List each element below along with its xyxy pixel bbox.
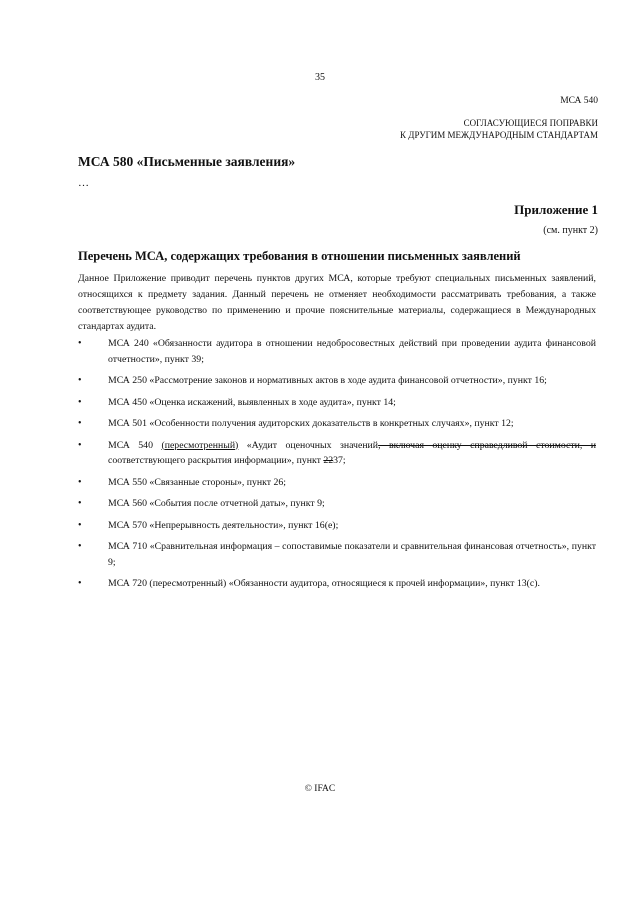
list-item xyxy=(78,576,596,592)
list-item xyxy=(78,336,596,367)
intro-paragraph: Данное Приложение приводит перечень пунктов других МСА, которые требуют специальных письменных заявлений, относящихся к предмету задания. Данный перечень не отменяет необходимости рассматривать требования, а также соответствующее руководство по применению и прочие пояснительные материалы, содержащиеся в Международных стандартах аудита. xyxy=(78,273,596,332)
appendix-ref: (см. пункт 2) xyxy=(543,225,598,236)
list-item xyxy=(78,373,596,389)
header-title-line2: К ДРУГИМ МЕЖДУНАРОДНЫМ СТАНДАРТАМ xyxy=(400,130,598,140)
list-item-text: МСА 570 «Непрерывность деятельности», пункт 16(e); xyxy=(108,519,339,531)
list-item xyxy=(78,475,596,491)
ellipsis: … xyxy=(78,177,89,189)
list-item xyxy=(78,539,596,570)
list-item xyxy=(78,496,596,512)
list-item xyxy=(78,518,596,534)
list-heading: Перечень МСА, содержащих требования в отношении письменных заявлений xyxy=(78,249,521,263)
text-part: МСА 540 xyxy=(108,439,162,451)
list-item-text: МСА 550 «Связанные стороны», пункт 26; xyxy=(108,476,287,488)
struck-number: 22 xyxy=(323,455,334,466)
struck-deletion: , включая оценку справедливой стоимости, и xyxy=(378,439,596,451)
list-item-text: МСА 450 «Оценка искажений, выявленных в ходе аудита», пункт 14; xyxy=(108,396,396,408)
list-item-text: МСА 560 «События после отчетной даты», пункт 9; xyxy=(108,498,325,509)
bullet: • xyxy=(78,519,82,531)
header-code: МСА 540 xyxy=(560,96,598,106)
standards-list xyxy=(78,336,596,598)
footer-copyright: © IFAC xyxy=(304,784,336,794)
list-item-text: МСА 240 «Обязанности аудитора в отношении недобросовестных действий при проведении аудита финансовой отчетности», пункт 39; xyxy=(108,338,596,365)
underlined-insertion: (пересмотренный) xyxy=(161,439,239,451)
text-part: 37; xyxy=(333,455,346,466)
list-item xyxy=(78,416,596,432)
list-item-text: МСА 720 (пересмотренный) «Обязанности аудитора, относящиеся к прочей информации», пункт 13(c). xyxy=(108,578,540,589)
text-part: «Аудит оценочных значений xyxy=(238,439,379,451)
list-item-text xyxy=(108,440,596,467)
bullet: • xyxy=(78,578,82,589)
appendix-title: Приложение 1 xyxy=(514,202,598,217)
bullet: • xyxy=(78,498,82,509)
page-number: 35 xyxy=(315,72,325,83)
header-title-line1: СОГЛАСУЮЩИЕСЯ ПОПРАВКИ xyxy=(463,118,598,128)
bullet: • xyxy=(78,439,82,451)
list-item xyxy=(78,395,596,411)
list-item xyxy=(78,438,596,469)
list-item-text: МСА 501 «Особенности получения аудиторских доказательств в конкретных случаях», пункт 12; xyxy=(108,418,514,429)
bullet: • xyxy=(78,418,82,429)
bullet: • xyxy=(78,396,82,408)
list-item-text: МСА 250 «Рассмотрение законов и нормативных актов в ходе аудита финансовой отчетности», пункт 16; xyxy=(108,375,547,386)
bullet: • xyxy=(78,338,82,349)
list-item-text: МСА 710 «Сравнительная информация – сопоставимые показатели и сравнительная финансовая отчетность», пункт 9; xyxy=(108,541,596,568)
bullet: • xyxy=(78,375,82,386)
bullet: • xyxy=(78,541,82,552)
bullet: • xyxy=(78,476,82,488)
section-title: МСА 580 «Письменные заявления» xyxy=(78,154,296,169)
text-part: соответствующего раскрытия информации», пункт xyxy=(108,455,324,466)
header-title xyxy=(400,117,598,141)
